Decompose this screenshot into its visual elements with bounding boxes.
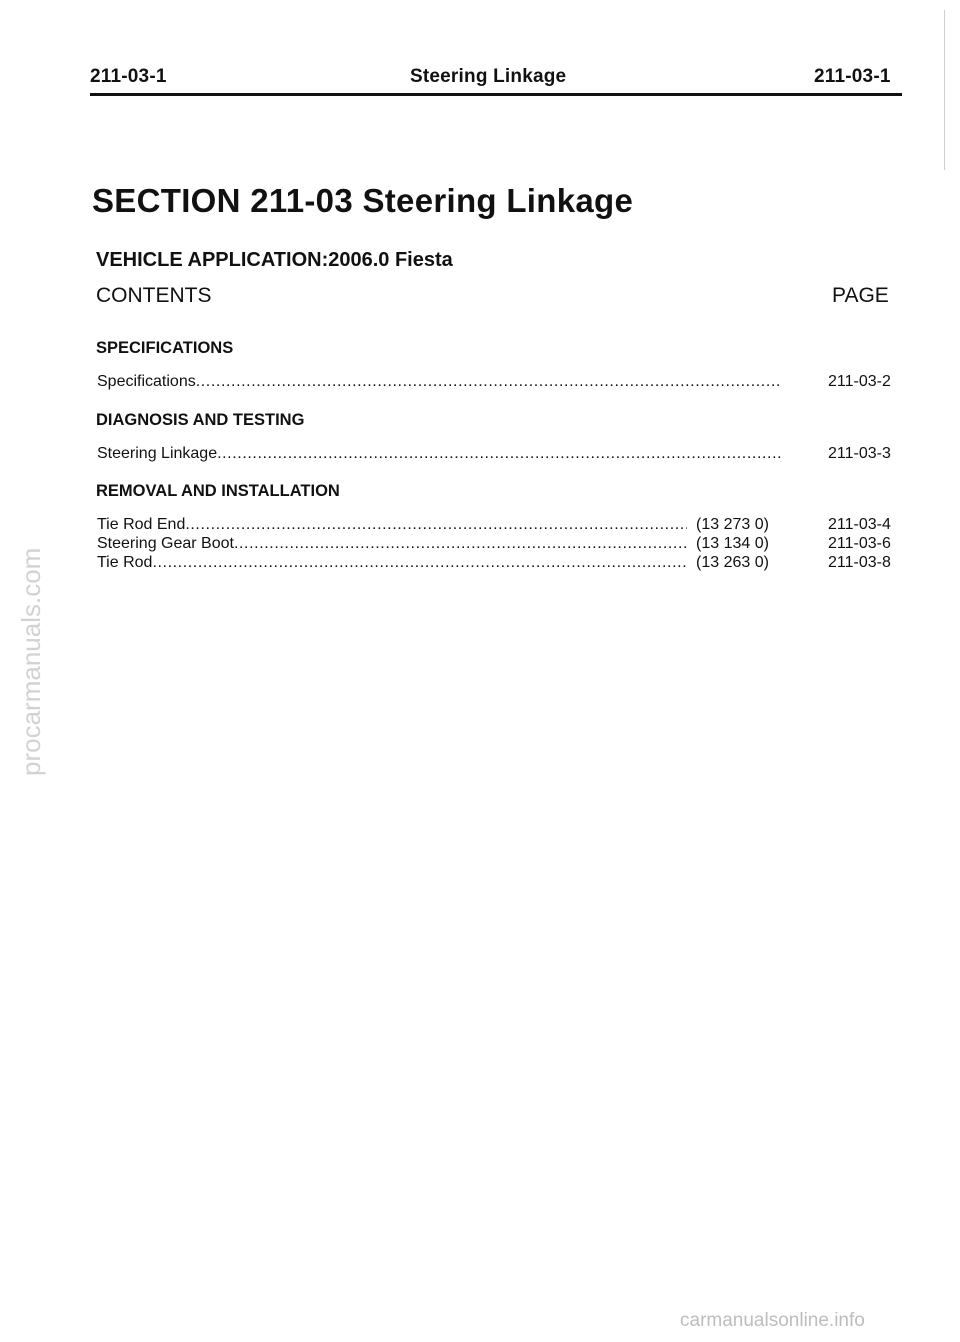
header-page-number-left: 211-03-1: [90, 66, 167, 87]
toc-leader-dots: [196, 373, 782, 390]
header-rule: [90, 93, 902, 96]
toc-entry-title: Tie Rod: [97, 554, 153, 571]
scan-edge-line: [944, 10, 945, 170]
vehicle-application: VEHICLE APPLICATION:2006.0 Fiesta: [96, 249, 453, 271]
toc-leader-dots: [185, 516, 687, 533]
toc-entry-page: 211-03-6: [828, 535, 891, 552]
toc-entry-title: Tie Rod End: [97, 516, 186, 533]
toc-entry-code: (13 134 0): [696, 535, 769, 552]
toc-entry-page: 211-03-2: [828, 373, 891, 390]
toc-group-heading: SPECIFICATIONS: [96, 339, 234, 357]
contents-label: CONTENTS: [96, 284, 212, 307]
bottom-watermark: carmanualsonline.info: [680, 1310, 865, 1331]
toc-group-heading: REMOVAL AND INSTALLATION: [96, 482, 340, 500]
toc-entry-code: (13 263 0): [696, 554, 769, 571]
toc-entry-code: (13 273 0): [696, 516, 769, 533]
toc-entry-page: 211-03-4: [828, 516, 891, 533]
section-title: SECTION 211-03 Steering Linkage: [92, 182, 634, 219]
page-column-label: PAGE: [832, 284, 889, 307]
toc-entry-title: Steering Linkage: [97, 445, 218, 462]
header-title: Steering Linkage: [410, 66, 567, 87]
toc-leader-dots: [152, 554, 687, 571]
toc-entry-page: 211-03-8: [828, 554, 891, 571]
toc-leader-dots: [234, 535, 687, 552]
toc-leader-dots: [217, 445, 782, 462]
toc-entry-page: 211-03-3: [828, 445, 891, 462]
side-watermark: procarmanuals.com: [16, 547, 46, 776]
toc-group-heading: DIAGNOSIS AND TESTING: [96, 411, 305, 429]
header-page-number-right: 211-03-1: [814, 66, 891, 87]
toc-entry-title: Specifications: [97, 373, 196, 390]
toc-entry-title: Steering Gear Boot: [97, 535, 234, 552]
